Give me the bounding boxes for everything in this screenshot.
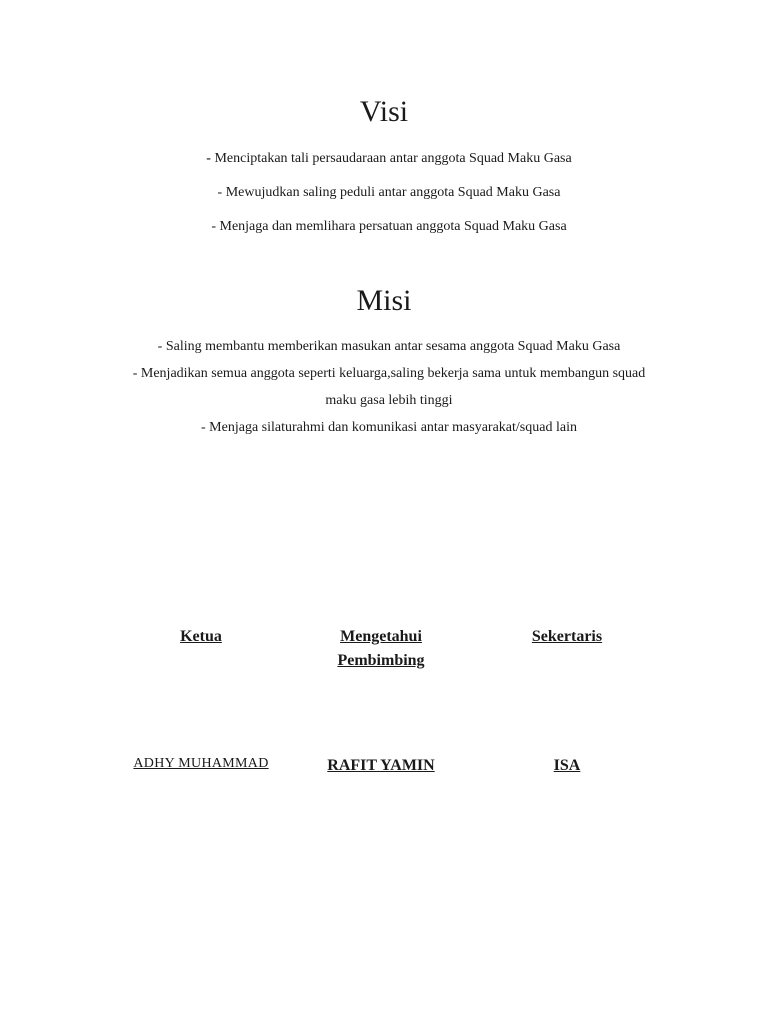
misi-item-1: - Saling membantu memberikan masukan antar sesama anggota Squad Maku Gasa	[157, 339, 621, 354]
visi-item-1-dash: -	[206, 151, 211, 166]
ketua-label: Ketua	[180, 628, 222, 645]
misi-item-3: - Menjaga silaturahmi dan komunikasi antar masyarakat/squad lain	[201, 420, 577, 435]
visi-item-1	[0, 150, 768, 168]
misi-item-2-continued: maku gasa lebih tinggi	[325, 393, 453, 408]
mengetahui-label: Mengetahui	[340, 628, 422, 645]
ketua-name: ADHY MUHAMMAD	[133, 756, 269, 771]
visi-item-3: - Menjaga dan memlihara persatuan anggota Squad Maku Gasa	[211, 219, 567, 234]
misi-title: Misi	[356, 284, 412, 317]
pembimbing-name: RAFIT YAMIN	[327, 757, 435, 774]
sekertaris-label: Sekertaris	[531, 628, 603, 645]
visi-item-1-text: Menciptakan tali persaudaraan antar anggota Squad Maku Gasa	[210, 151, 572, 166]
sekertaris-name: ISA	[553, 757, 581, 774]
visi-item-2: - Mewujudkan saling peduli antar anggota Squad Maku Gasa	[217, 185, 561, 200]
pembimbing-label: Pembimbing	[337, 652, 425, 669]
visi-title: Visi	[359, 95, 409, 128]
misi-item-2: - Menjadikan semua anggota seperti keluarga,saling bekerja sama untuk membangun squad	[132, 366, 646, 381]
